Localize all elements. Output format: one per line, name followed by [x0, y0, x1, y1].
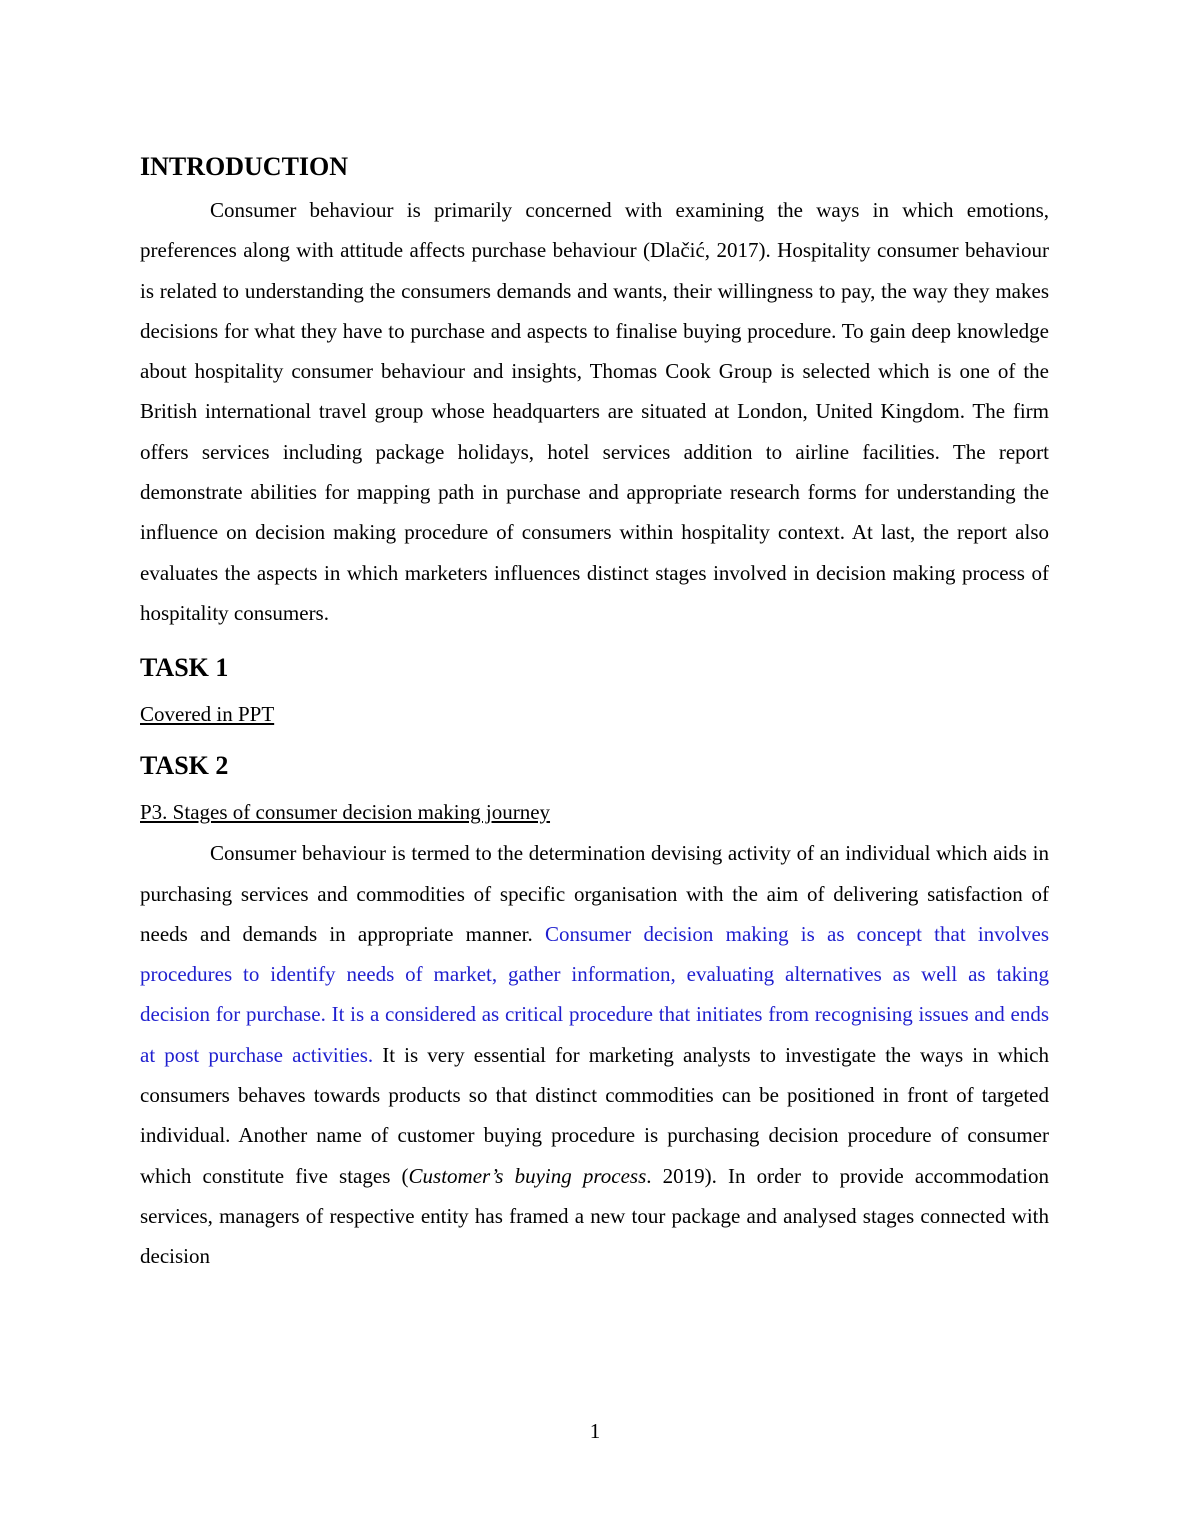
introduction-paragraph: Consumer behaviour is primarily concerned with examining the ways in which emotions, preferences along with attitude affects purchase behaviour (Dlačić, 2017). Hospitality consumer behaviour is related to understanding the consumers demands and wants, their willingness to pay, the way they makes decisions for what they have to purchase and aspects to finalise buying procedure. To gain deep knowledge about hospitality consumer behaviour and insights, Thomas Cook Group is selected which is one of the British international travel group whose headquarters are situated at London, United Kingdom. The firm offers services including package holidays, hotel services addition to airline facilities. The report demonstrate abilities for mapping path in purchase and appropriate research forms for understanding the influence on decision making procedure of consumers within hospitality context. At last, the report also evaluates the aspects in which marketers influences distinct stages involved in decision making process of hospitality consumers. [140, 198, 1049, 625]
introduction-heading: INTRODUCTION [140, 152, 349, 181]
task2-paragraph-part3: . 2019). In order to provide accommodation services, managers of respective entity has framed a new tour package and analysed stages connected with decision [140, 1163, 1049, 1269]
page-number: 1 [589, 1419, 601, 1443]
task2-heading: TASK 2 [140, 751, 229, 781]
task2-subheading: P3. Stages of consumer decision making journey [140, 800, 551, 825]
task2-paragraph-highlight: Consumer decision making is as concept that involves procedures to identify needs of market, gather information, evaluating alternatives as well as taking decision for purchase. It is a considered as critical procedure that initiates from recognising issues and ends at post purchase activities. [140, 921, 1050, 1067]
task1-subheading: Covered in PPT [140, 702, 275, 727]
task2-paragraph-part2: It is very essential for marketing analysts to investigate the ways in which consumers behaves towards products so that distinct commodities can be positioned in front of targeted individual. Another name of customer buying procedure is purchasing decision procedure of consumer which constitute five stages ( [140, 1042, 1049, 1188]
document-page [140, 150, 1049, 1277]
task2-paragraph-part1: Consumer behaviour is termed to the determination devising activity of an individual which aids in purchasing services and commodities of specific organisation with the aim of delivering satisfaction of needs and demands in appropriate manner. [140, 841, 1049, 946]
task2-paragraph [140, 833, 1049, 1276]
task1-heading: TASK 1 [140, 653, 229, 683]
task2-citation-italic: Customer’s buying process [408, 1163, 647, 1188]
